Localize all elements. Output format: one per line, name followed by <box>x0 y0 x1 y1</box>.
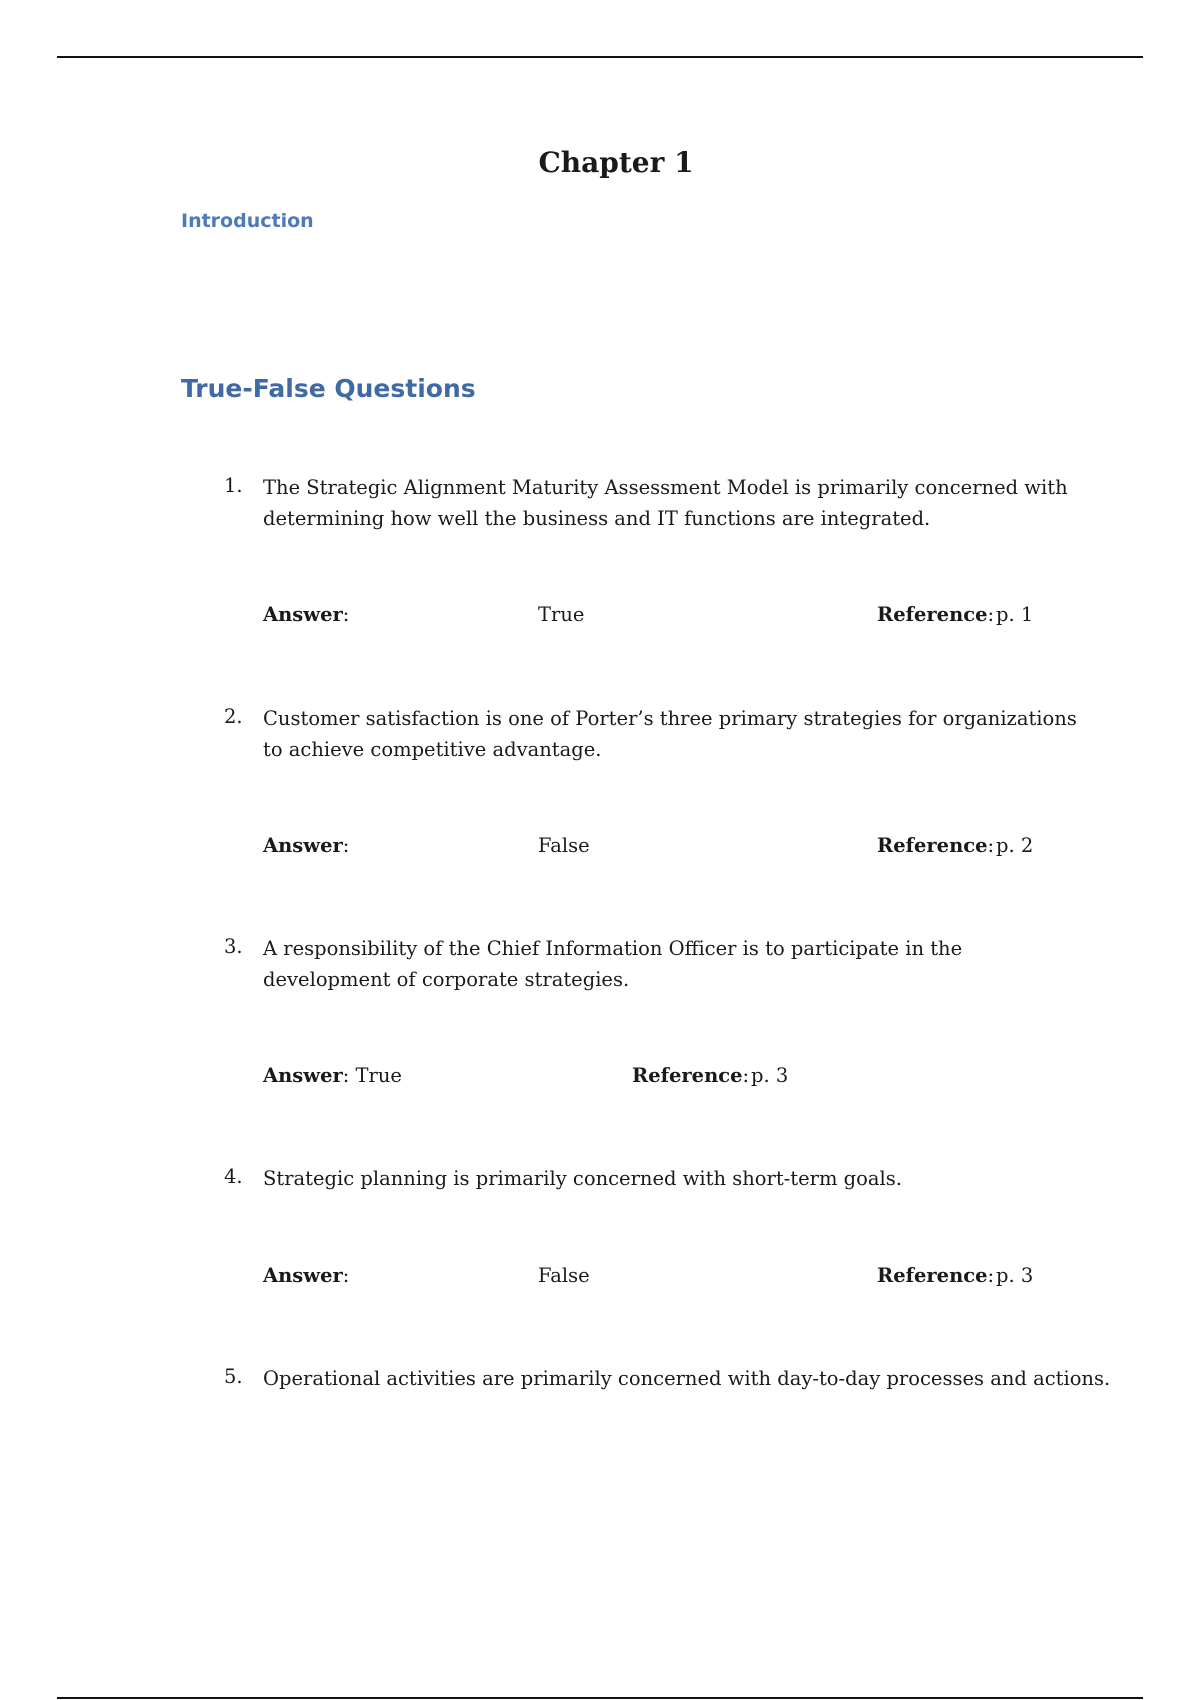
reference-label: Reference: <box>877 1264 995 1287</box>
question-number: 4. <box>224 1165 243 1188</box>
answer-value: True <box>538 603 585 626</box>
answer-label: Answer: <box>263 834 350 857</box>
chapter-title: Chapter 1 <box>538 146 694 179</box>
answer-value: False <box>538 1264 590 1287</box>
question-number: 5. <box>224 1365 243 1388</box>
question-number: 2. <box>224 705 243 728</box>
reference-value: p. 1 <box>996 603 1034 626</box>
question-text: Operational activities are primarily concerned with day-to-day processes and actions. <box>263 1367 1111 1390</box>
introduction-heading: Introduction <box>181 210 314 232</box>
top-rule <box>57 56 1143 58</box>
reference-label: Reference: <box>632 1064 750 1087</box>
question-text: Strategic planning is primarily concerned with short-term goals. <box>263 1167 902 1190</box>
question-number: 3. <box>224 935 243 958</box>
answer-label: Answer: True <box>263 1064 402 1087</box>
answer-label: Answer: <box>263 603 350 626</box>
section-heading: True-False Questions <box>181 374 476 403</box>
question-number: 1. <box>224 474 243 497</box>
reference-label: Reference: <box>877 834 995 857</box>
answer-value: False <box>538 834 590 857</box>
answer-value: True <box>355 1064 402 1087</box>
reference-value: p. 3 <box>751 1064 789 1087</box>
reference-value: p. 2 <box>996 834 1034 857</box>
question-text: The Strategic Alignment Maturity Assessment Model is primarily concerned with determining how well the business and IT functions are integrated. <box>263 476 1068 530</box>
reference-value: p. 3 <box>996 1264 1034 1287</box>
reference-label: Reference: <box>877 603 995 626</box>
bottom-rule <box>57 1697 1143 1699</box>
question-text: A responsibility of the Chief Information Officer is to participate in the development of corporate strategies. <box>263 937 963 991</box>
answer-label: Answer: <box>263 1264 350 1287</box>
question-text: Customer satisfaction is one of Porter’s three primary strategies for organizations to achieve competitive advantage. <box>263 707 1077 761</box>
